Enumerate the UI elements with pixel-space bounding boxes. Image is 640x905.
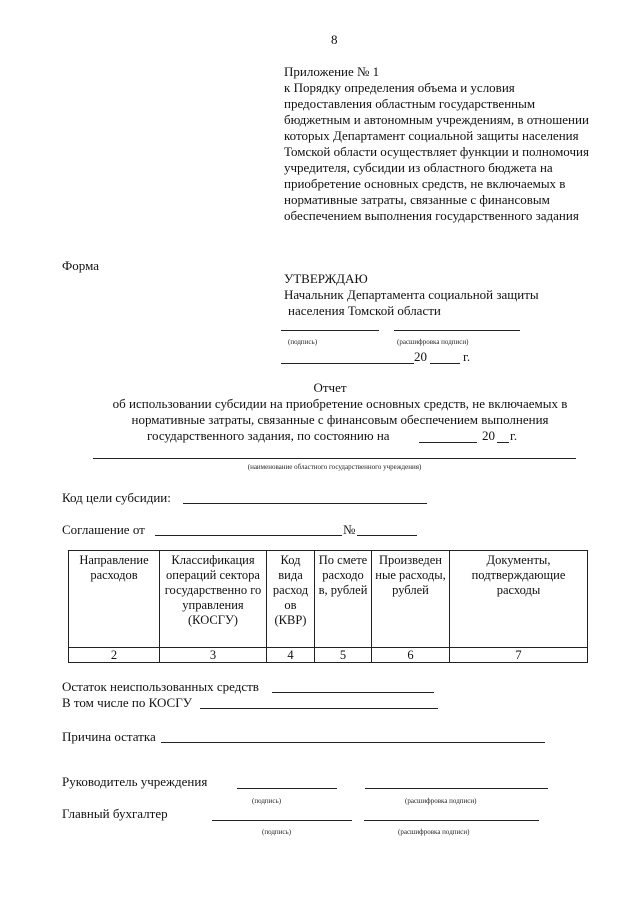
kosgu-line[interactable]: [200, 708, 438, 709]
report-title: Отчет: [313, 380, 347, 395]
accountant-decoding-line[interactable]: [364, 820, 539, 821]
agreement-label: Соглашение от: [62, 522, 145, 537]
remainder-reason-label: Причина остатка: [62, 729, 156, 744]
agreement-date-line[interactable]: [155, 535, 342, 536]
goal-code-label: Код цели субсидии:: [62, 490, 171, 505]
head-signature-line[interactable]: [237, 788, 337, 789]
institution-name-line[interactable]: [93, 458, 576, 459]
approval-year-line[interactable]: [430, 363, 460, 364]
appendix-line: к Порядку определения объема и условия: [284, 80, 515, 95]
report-date-prefix: государственного задания, по состоянию на: [147, 428, 390, 443]
approval-date-line[interactable]: [281, 363, 414, 364]
table-number-cell: 7: [450, 648, 588, 663]
report-subtitle-line1: об использовании субсидии на приобретение основных средств, не включаемых в: [112, 396, 568, 411]
head-decoding-line[interactable]: [365, 788, 548, 789]
appendix-line: нормативные затраты, связанные с финансовым: [284, 192, 550, 207]
unused-funds-label: Остаток неиспользованных средств: [62, 679, 259, 694]
report-year-prefix: 20: [482, 428, 495, 443]
appendix-line: бюджетным и автономным учреждениям, в отношении: [284, 112, 589, 127]
accountant-signature-line[interactable]: [212, 820, 352, 821]
unused-funds-line[interactable]: [272, 692, 434, 693]
head-label: Руководитель учреждения: [62, 774, 208, 789]
approver-position-line2: населения Томской области: [288, 303, 441, 318]
accountant-label: Главный бухгалтер: [62, 806, 168, 821]
appendix-title: Приложение № 1: [284, 64, 380, 79]
approve-heading: УТВЕРЖДАЮ: [284, 271, 368, 286]
appendix-line: Томской области осуществляет функции и полномочия: [284, 144, 589, 159]
appendix-block: [284, 64, 611, 224]
table-number-cell: 5: [315, 648, 372, 663]
report-subtitle-line2: нормативные затраты, связанные с финансовым обеспечением выполнения: [131, 412, 549, 427]
approver-position-line1: Начальник Департамента социальной защиты: [284, 287, 539, 302]
page-number: 8: [331, 32, 338, 47]
approver-signature-line[interactable]: [281, 330, 379, 331]
appendix-line: учредителя, субсидии из областного бюджета на: [284, 160, 553, 175]
agreement-number-sign: №: [343, 522, 356, 537]
expenses-table: [68, 550, 588, 663]
approver-decoding-caption: (расшифровка подписи): [397, 338, 469, 346]
table-header-row: [69, 551, 588, 648]
approver-decoding-line[interactable]: [394, 330, 520, 331]
remainder-reason-line[interactable]: [161, 742, 545, 743]
appendix-line: приобретение основных средств, не включаемых в: [284, 176, 566, 191]
approval-year-prefix: 20: [414, 349, 427, 364]
kosgu-label: В том числе по КОСГУ: [62, 695, 192, 710]
table-header-cell: Направление расходов: [69, 551, 160, 648]
table-header-cell: По смете расходо в, рублей: [315, 551, 372, 648]
report-year-line[interactable]: [497, 442, 509, 443]
report-date-line[interactable]: [419, 442, 477, 443]
table-number-cell: 4: [267, 648, 315, 663]
agreement-number-line[interactable]: [357, 535, 417, 536]
report-year-suffix: г.: [510, 428, 518, 443]
table-number-cell: 6: [372, 648, 450, 663]
table-header-cell: Документы, подтверждающие расходы: [450, 551, 588, 648]
appendix-line: предоставления областным государственным: [284, 96, 536, 111]
table-row: [69, 648, 588, 663]
head-decoding-caption: (расшифровка подписи): [405, 797, 477, 805]
institution-caption: (наименование областного государственного учреждения): [247, 463, 422, 471]
approver-signature-caption: (подпись): [288, 338, 318, 346]
table-header-cell: Произведен ные расходы, рублей: [372, 551, 450, 648]
approval-year-suffix: г.: [463, 349, 471, 364]
appendix-line: которых Департамент социальной защиты населения: [284, 128, 579, 143]
form-label: Форма: [62, 258, 99, 273]
table-header-cell: Классификация операций сектора государственно го управления (КОСГУ): [160, 551, 267, 648]
report-subtitle-line3: [147, 428, 390, 444]
table-number-cell: 3: [160, 648, 267, 663]
goal-code-line[interactable]: [183, 503, 427, 504]
table-header-cell: Код вида расход ов (КВР): [267, 551, 315, 648]
head-signature-caption: (подпись): [252, 797, 282, 805]
appendix-line: обеспечением выполнения государственного задания: [284, 208, 579, 223]
accountant-signature-caption: (подпись): [262, 828, 292, 836]
table-number-cell: 2: [69, 648, 160, 663]
accountant-decoding-caption: (расшифровка подписи): [398, 828, 470, 836]
